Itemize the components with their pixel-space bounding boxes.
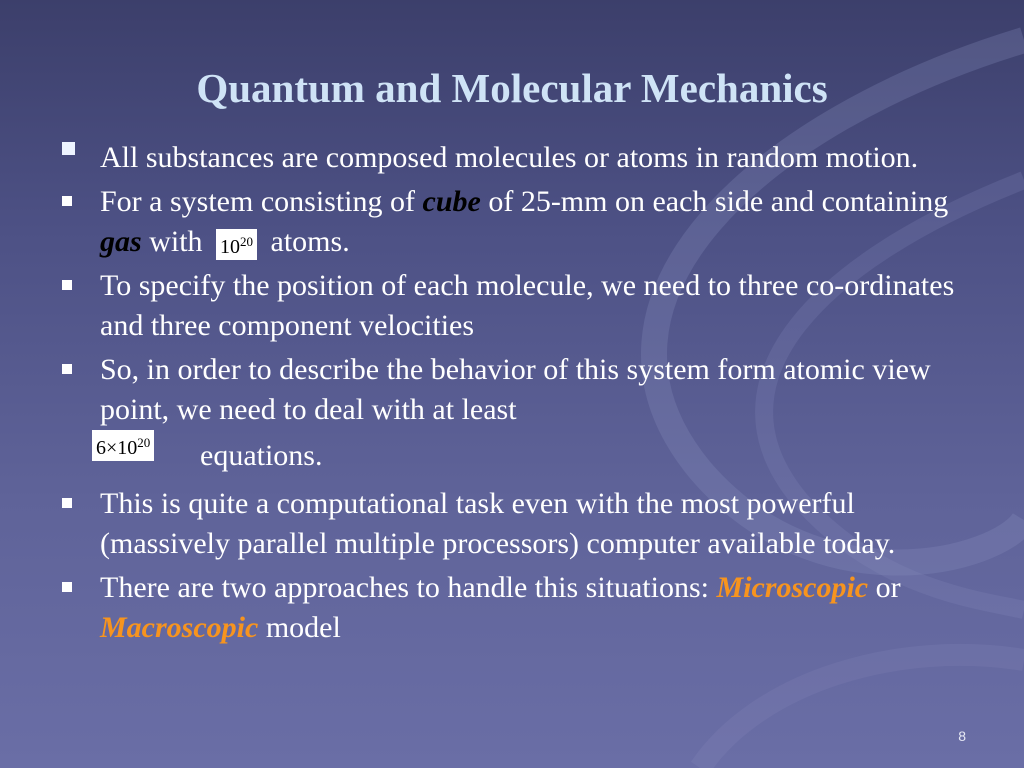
math-base: 10 [220,236,241,258]
square-bullet-icon [62,582,72,592]
square-bullet-icon [62,142,75,155]
bullet-text: So, in order to describe the behavior of this system form atomic view point, we need to deal with at least [100,353,931,426]
bullet-text: model [258,611,341,644]
bullet-item-2 [62,182,982,262]
bullet-item-3 [62,266,982,346]
bullet-text: There are two approaches to handle this situations: [100,571,717,604]
math-exponent: 20 [240,234,254,249]
square-bullet-icon [62,364,72,374]
square-bullet-icon [62,280,72,290]
square-bullet-icon [62,498,72,508]
bullet-list [62,138,982,652]
bullet-text: All substances are composed molecules or atoms in random motion. [100,141,919,174]
math-formula-box [92,430,154,461]
bullet-item-4 [62,350,982,430]
equations-text: equations. [200,439,323,472]
bullet-item-5 [62,484,982,564]
slide-page-number: 8 [958,728,966,744]
bullet-item-1 [62,138,982,178]
emphasis-macroscopic: Macroscopic [100,611,259,644]
bullet-text: This is quite a computational task even with the most powerful (massively parallel multiple processors) computer available today. [100,487,896,560]
math-exponent: 20 [137,435,151,450]
bullet-text: of 25-mm on each side and containing [480,185,949,218]
math-formula-box [216,229,257,260]
bullet-text: For a system consisting of [100,185,423,218]
emphasis-microscopic: Microscopic [716,571,869,604]
emphasis-cube: cube [422,185,481,218]
emphasis-gas: gas [100,225,142,258]
bullet-item-6 [62,568,982,648]
bullet-text: To specify the position of each molecule, we need to three co-ordinates and three component velocities [100,269,955,342]
bullet-text: or [868,571,901,604]
square-bullet-icon [62,196,72,206]
equation-line [62,436,982,482]
math-base: 6×10 [96,437,138,459]
slide-title: Quantum and Molecular Mechanics [196,65,828,111]
bullet-text: with [141,225,211,258]
bullet-text: atoms. [263,225,350,258]
